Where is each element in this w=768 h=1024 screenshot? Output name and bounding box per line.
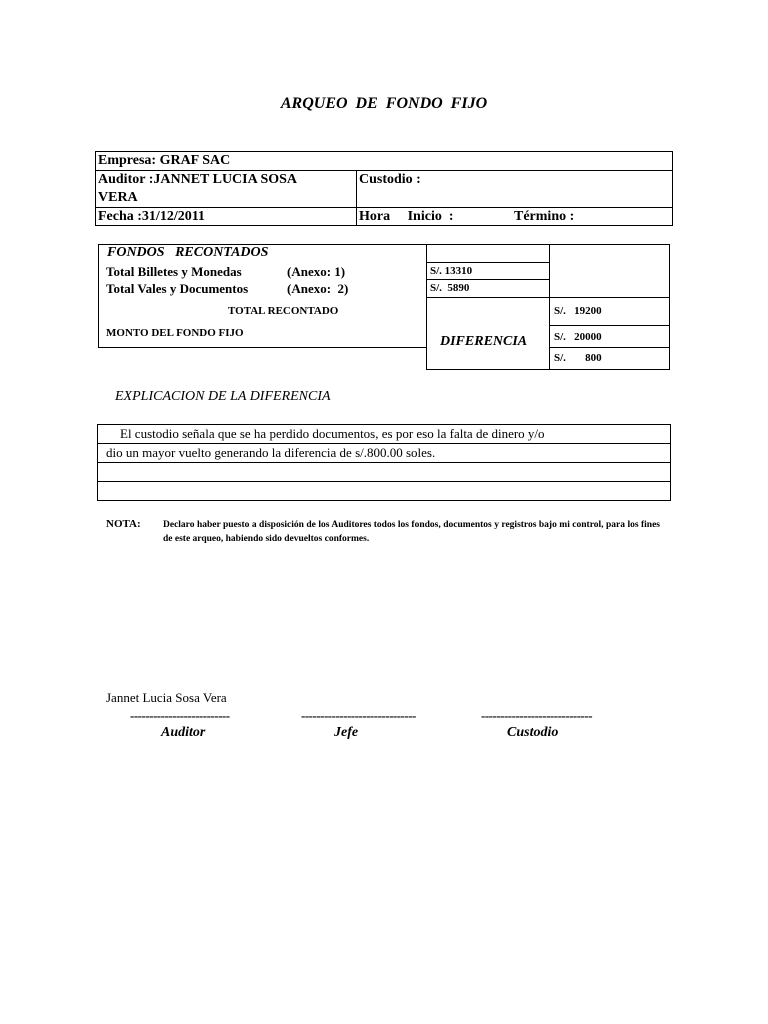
empresa-row xyxy=(96,152,672,171)
grid-line xyxy=(426,279,550,280)
fondos-table xyxy=(98,244,427,348)
header-divider xyxy=(356,170,357,226)
vales-anexo: (Anexo: 2) xyxy=(287,281,349,296)
billetes-anexo: (Anexo: 1) xyxy=(287,264,346,279)
vales-label: Total Vales y Documentos xyxy=(106,281,249,296)
billetes-value: S/. 13310 xyxy=(430,265,473,277)
table-line xyxy=(98,481,670,482)
custodio-role: Custodio xyxy=(507,725,559,740)
explicacion-line2: dio un mayor vuelto generando la diferencia de s/.800.00 soles. xyxy=(106,445,436,460)
monto-fondo-value: S/. 20000 xyxy=(554,331,602,343)
grid-line xyxy=(426,262,550,263)
grid-line xyxy=(549,347,670,348)
total-recontado-value: S/. 19200 xyxy=(554,305,602,317)
values-grid xyxy=(426,244,670,370)
hora-inicio-field: Hora Inicio : xyxy=(359,209,454,224)
jefe-role: Jefe xyxy=(334,725,359,740)
vales-value: S/. 5890 xyxy=(430,282,470,294)
grid-line xyxy=(549,325,670,326)
fondos-heading: FONDOS RECONTADOS xyxy=(107,245,269,260)
explicacion-table xyxy=(97,424,671,501)
fecha-field: Fecha :31/12/2011 xyxy=(98,209,205,224)
nota-label: NOTA: xyxy=(106,518,141,530)
fecha-row xyxy=(96,207,672,226)
jefe-signature-line: ------------------------------ xyxy=(301,708,416,723)
explicacion-heading: EXPLICACION DE LA DIFERENCIA xyxy=(115,389,331,404)
total-recontado-label: TOTAL RECONTADO xyxy=(228,305,339,317)
diferencia-label: DIFERENCIA xyxy=(440,334,528,349)
termino-field: Término : xyxy=(514,209,575,224)
grid-line xyxy=(426,297,670,298)
custodio-signature-line: ----------------------------- xyxy=(481,708,593,723)
auditor-field-line2: VERA xyxy=(98,190,138,205)
header-table xyxy=(95,151,673,226)
billetes-label: Total Billetes y Monedas xyxy=(106,264,242,279)
explicacion-line1: El custodio señala que se ha perdido documentos, es por eso la falta de dinero y/o xyxy=(120,426,545,441)
auditor-signature-line: -------------------------- xyxy=(130,708,230,723)
grid-line xyxy=(426,369,670,370)
grid-line xyxy=(426,244,670,245)
nota-text: Declaro haber puesto a disposición de los Auditores todos los fondos, documentos y registros bajo mi control, para los fines de este arqueo, habiendo sido devueltos conformes. xyxy=(163,520,660,544)
empresa-field: Empresa: GRAF SAC xyxy=(98,153,231,168)
auditor-signature-name: Jannet Lucia Sosa Vera xyxy=(106,690,227,705)
document-title: ARQUEO DE FONDO FIJO xyxy=(280,95,488,112)
auditor-field-line1: Auditor :JANNET LUCIA SOSA xyxy=(98,172,298,187)
auditor-row xyxy=(96,170,672,208)
table-line xyxy=(98,462,670,463)
diferencia-value: S/. 800 xyxy=(554,352,602,364)
table-line xyxy=(98,443,670,444)
monto-fondo-label: MONTO DEL FONDO FIJO xyxy=(106,327,244,339)
auditor-role: Auditor xyxy=(161,725,206,740)
custodio-field: Custodio : xyxy=(359,172,421,187)
grid-line xyxy=(669,244,670,370)
